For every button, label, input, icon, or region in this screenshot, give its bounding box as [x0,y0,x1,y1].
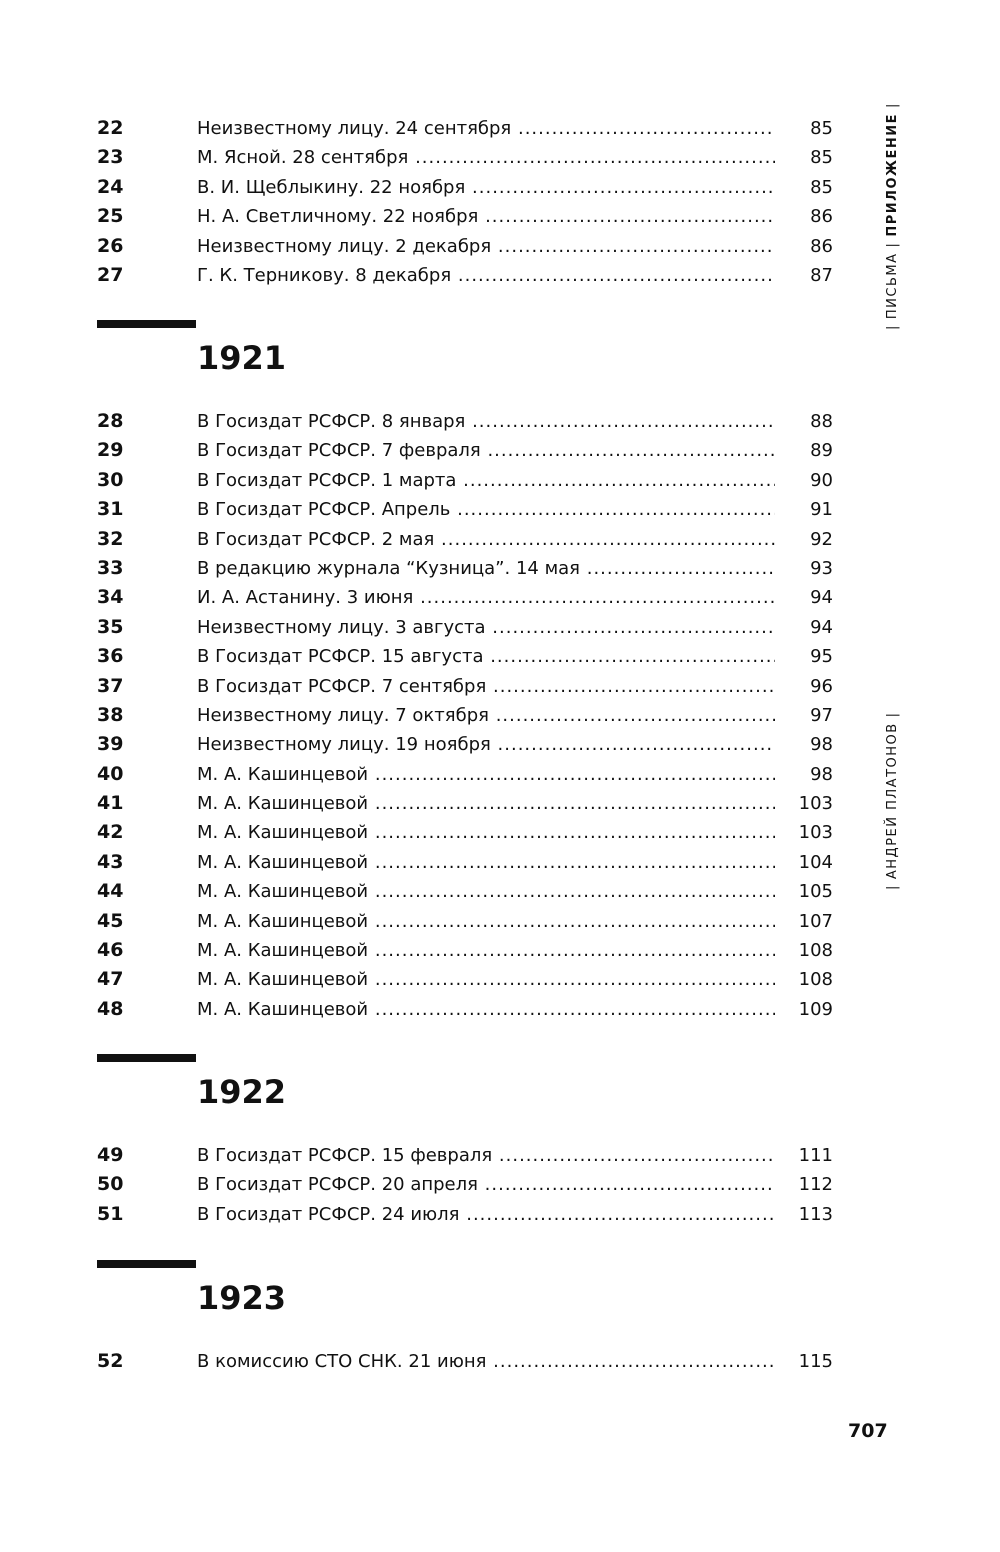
toc-section-1921 [97,407,837,1024]
toc-entry[interactable] [97,789,837,818]
entry-page: 85 [810,147,833,169]
toc-entry[interactable] [97,407,837,436]
toc-entry[interactable] [97,495,837,524]
entry-title: М. Ясной. 28 сентября ..... [197,143,775,172]
toc-section-1922 [97,1141,837,1229]
entry-page: 103 [798,822,833,844]
entry-number: 22 [97,117,124,139]
toc-entry[interactable] [97,907,837,936]
toc-entry[interactable] [97,848,837,877]
toc-entry[interactable] [97,466,837,495]
entry-number: 34 [97,586,124,609]
entry-title: М. А. Кашинцевой ..... [197,995,775,1024]
entry-page: 115 [798,1351,833,1372]
entry-number: 35 [97,615,124,638]
entry-page: 105 [798,881,833,903]
entry-page: 89 [810,440,833,462]
entry-page: 91 [810,499,833,521]
entry-number: 41 [97,792,124,815]
toc-entry[interactable] [97,936,837,965]
entry-page: 109 [798,998,833,1020]
toc-entry[interactable] [97,613,837,642]
entry-title: В Госиздат РСФСР. 1 марта ..... [197,466,775,495]
entry-page: 97 [810,704,833,726]
entry-page: 112 [798,1174,833,1196]
entry-title: В Госиздат РСФСР. 15 августа ..... [197,642,775,671]
entry-title: М. А. Кашинцевой ..... [197,848,775,877]
entry-title: И. А. Астанину. 3 июня ..... [197,583,775,612]
entry-number: 28 [97,410,124,432]
entry-title: В Госиздат РСФСР. 7 сентября ..... [197,672,775,701]
entry-title: Н. А. Светличному. 22 ноября ..... [197,202,775,231]
entry-number: 46 [97,939,124,962]
entry-page: 92 [810,528,833,550]
entry-number: 50 [97,1173,124,1196]
toc-entry[interactable] [97,525,837,554]
toc-entry[interactable] [97,701,837,730]
entry-title: Неизвестному лицу. 3 августа ..... [197,613,775,642]
toc-entry[interactable] [97,1170,837,1199]
entry-number: 33 [97,556,124,579]
toc-entry[interactable] [97,642,837,671]
entry-number: 43 [97,850,124,873]
entry-number: 48 [97,997,124,1020]
entry-page: 87 [810,264,833,286]
entry-page: 108 [798,969,833,991]
toc-entry[interactable] [97,436,837,465]
entry-title: В Госиздат РСФСР. 24 июля ..... [197,1200,775,1229]
entry-title: В комиссию СТО СНК. 21 июня ..... [197,1347,775,1376]
entry-page: 98 [810,734,833,756]
entry-title: Неизвестному лицу. 7 октября ..... [197,701,775,730]
entry-page: 86 [810,235,833,257]
toc-entry[interactable] [97,202,837,231]
toc-entry[interactable] [97,1347,837,1376]
entry-number: 24 [97,175,124,198]
entry-title: В. И. Щеблыкину. 22 ноября ..... [197,173,775,202]
entry-number: 31 [97,498,124,521]
toc-entry[interactable] [97,760,837,789]
running-head-section: ПИСЬМА [885,252,900,320]
year-rule [97,320,196,328]
entry-title: В Госиздат РСФСР. 7 февраля ..... [197,436,775,465]
entry-title: М. А. Кашинцевой ..... [197,789,775,818]
entry-page: 90 [810,469,833,491]
toc-section-continued [97,114,837,290]
entry-number: 52 [97,1350,124,1372]
page-number: 707 [848,1420,888,1442]
toc-entry[interactable] [97,143,837,172]
entry-page: 103 [798,793,833,815]
toc-entry[interactable] [97,583,837,612]
entry-title: Неизвестному лицу. 19 ноября ..... [197,730,775,759]
toc-entry[interactable] [97,1200,837,1229]
toc-entry[interactable] [97,261,837,290]
entry-number: 27 [97,263,124,286]
entry-page: 107 [798,910,833,932]
entry-title: Неизвестному лицу. 2 декабря ..... [197,232,775,261]
entry-page: 104 [798,851,833,873]
entry-title: Неизвестному лицу. 24 сентября ..... [197,114,775,143]
running-head-author-wrap: |АНДРЕЙ ПЛАТОНОВ| [885,711,900,890]
toc-entry[interactable] [97,554,837,583]
toc-section-1923 [97,1347,837,1376]
entry-number: 25 [97,205,124,228]
entry-number: 45 [97,909,124,932]
toc-entry[interactable] [97,965,837,994]
entry-number: 26 [97,234,124,257]
entry-number: 32 [97,527,124,550]
entry-title: В Госиздат РСФСР. 2 мая ..... [197,525,775,554]
entry-number: 49 [97,1144,124,1166]
entry-number: 40 [97,762,124,785]
running-head-author: АНДРЕЙ ПЛАТОНОВ [885,722,900,880]
entry-title: М. А. Кашинцевой ..... [197,965,775,994]
toc-entry[interactable] [97,730,837,759]
entry-number: 42 [97,821,124,844]
toc-entry[interactable] [97,818,837,847]
entry-page: 95 [810,646,833,668]
entry-title: М. А. Кашинцевой ..... [197,818,775,847]
toc-entry[interactable] [97,1141,837,1170]
entry-number: 30 [97,468,124,491]
running-head-part: ПРИЛОЖЕНИЕ [885,113,900,237]
entry-page: 93 [810,557,833,579]
entry-title: Г. К. Терникову. 8 декабря ..... [197,261,775,290]
entry-number: 51 [97,1202,124,1225]
entry-title: В Госиздат РСФСР. 8 января ..... [197,407,775,436]
entry-page: 98 [810,763,833,785]
entry-number: 37 [97,674,124,697]
entry-page: 111 [798,1145,833,1166]
year-heading-1921: 1921 [197,339,287,377]
entry-number: 38 [97,703,124,726]
year-rule [97,1260,196,1268]
entry-title: М. А. Кашинцевой ..... [197,907,775,936]
entry-title: В Госиздат РСФСР. Апрель ..... [197,495,775,524]
entry-page: 94 [810,587,833,609]
entry-number: 23 [97,146,124,169]
toc-entry[interactable] [97,173,837,202]
entry-title: В Госиздат РСФСР. 15 февраля ..... [197,1141,775,1170]
toc-entry[interactable] [97,995,837,1024]
year-heading-1923: 1923 [197,1279,287,1317]
entry-page: 86 [810,206,833,228]
entry-title: В редакцию журнала “Кузница”. 14 мая ..... [197,554,775,583]
toc-entry[interactable] [97,672,837,701]
entry-page: 108 [798,940,833,962]
entry-number: 47 [97,968,124,991]
entry-page: 88 [810,411,833,432]
entry-page: 85 [810,176,833,198]
entry-page: 94 [810,616,833,638]
entry-number: 29 [97,439,124,462]
year-heading-1922: 1922 [197,1073,287,1111]
running-head-section-part: |ПИСЬМА|ПРИЛОЖЕНИЕ| [885,102,900,330]
entry-title: М. А. Кашинцевой ..... [197,936,775,965]
toc-entry[interactable] [97,114,837,143]
year-rule [97,1054,196,1062]
toc-entry[interactable] [97,232,837,261]
entry-number: 44 [97,880,124,903]
entry-number: 36 [97,645,124,668]
entry-page: 96 [810,675,833,697]
entry-title: М. А. Кашинцевой ..... [197,760,775,789]
entry-page: 85 [810,118,833,139]
entry-title: М. А. Кашинцевой ..... [197,877,775,906]
entry-title: В Госиздат РСФСР. 20 апреля ..... [197,1170,775,1199]
entry-number: 39 [97,733,124,756]
toc-entry[interactable] [97,877,837,906]
entry-page: 113 [798,1203,833,1225]
